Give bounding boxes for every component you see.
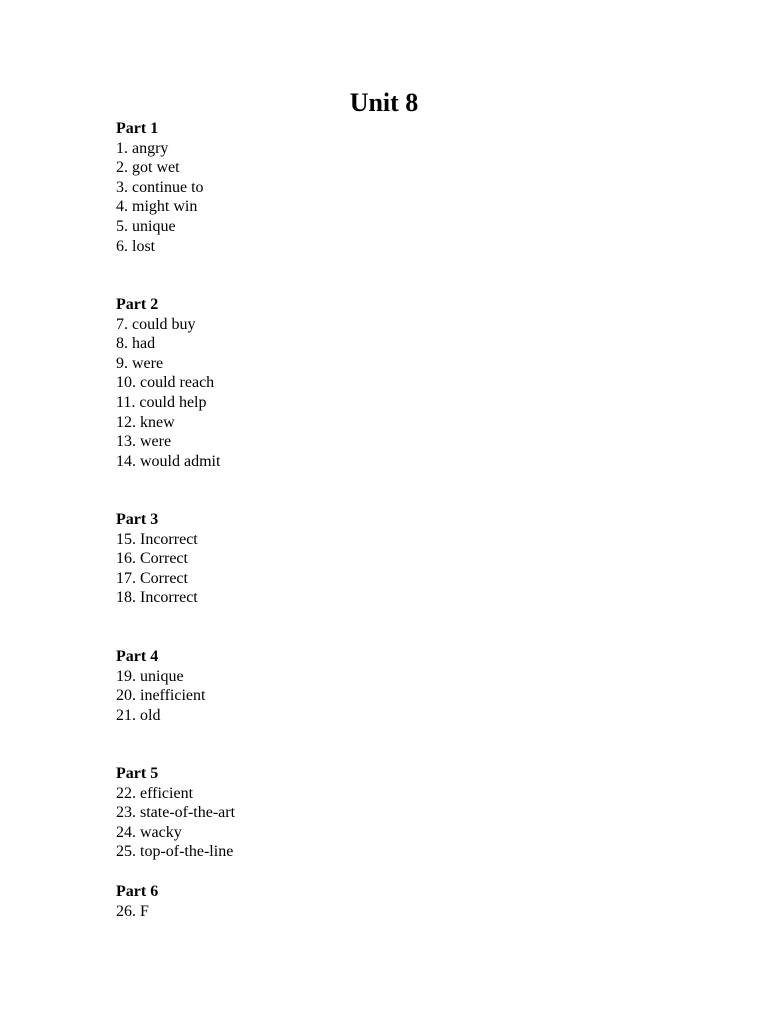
answer-item: 19. unique — [116, 667, 184, 685]
answer-item: 16. Correct — [116, 550, 188, 568]
answer-item: 20. inefficient — [116, 687, 206, 705]
answer-list — [116, 315, 220, 472]
part-6-section — [116, 882, 158, 921]
answer-item: 9. were — [116, 354, 164, 372]
answer-item: 25. top-of-the-line — [116, 843, 234, 861]
answer-item: 4. might win — [116, 198, 198, 216]
part-heading: Part 1 — [116, 120, 159, 137]
answer-list — [116, 902, 158, 922]
part-heading: Part 4 — [116, 648, 159, 665]
part-heading: Part 3 — [116, 511, 159, 528]
answer-item: 22. efficient — [116, 784, 194, 802]
answer-item: 15. Incorrect — [116, 530, 198, 548]
answer-item: 10. could reach — [116, 374, 215, 392]
answer-item: 14. would admit — [116, 452, 221, 470]
answer-item: 11. could help — [116, 393, 207, 411]
part-heading: Part 2 — [116, 296, 159, 313]
answer-item: 12. knew — [116, 413, 175, 431]
answer-item: 13. were — [116, 433, 172, 451]
answer-item: 1. angry — [116, 139, 169, 157]
answer-item: 24. wacky — [116, 823, 182, 841]
part-1-section — [116, 119, 204, 256]
answer-list — [116, 139, 204, 257]
part-2-section — [116, 295, 220, 471]
answer-item: 7. could buy — [116, 315, 196, 333]
answer-item: 8. had — [116, 335, 156, 353]
answer-list — [116, 530, 198, 608]
answer-list — [116, 667, 205, 726]
answer-item: 5. unique — [116, 217, 176, 235]
part-4-section — [116, 647, 205, 725]
answer-item: 21. old — [116, 706, 161, 724]
answer-list — [116, 784, 235, 862]
part-3-section — [116, 510, 198, 608]
part-heading: Part 5 — [116, 765, 159, 782]
answer-item: 2. got wet — [116, 159, 180, 177]
part-heading: Part 6 — [116, 883, 159, 900]
answer-item: 3. continue to — [116, 178, 204, 196]
answer-item: 6. lost — [116, 237, 156, 255]
answer-item: 26. F — [116, 902, 149, 920]
document-title: Unit 8 — [349, 88, 419, 117]
answer-item: 18. Incorrect — [116, 589, 198, 607]
answer-item: 23. state-of-the-art — [116, 804, 236, 822]
part-5-section — [116, 764, 235, 862]
answer-item: 17. Correct — [116, 569, 188, 587]
